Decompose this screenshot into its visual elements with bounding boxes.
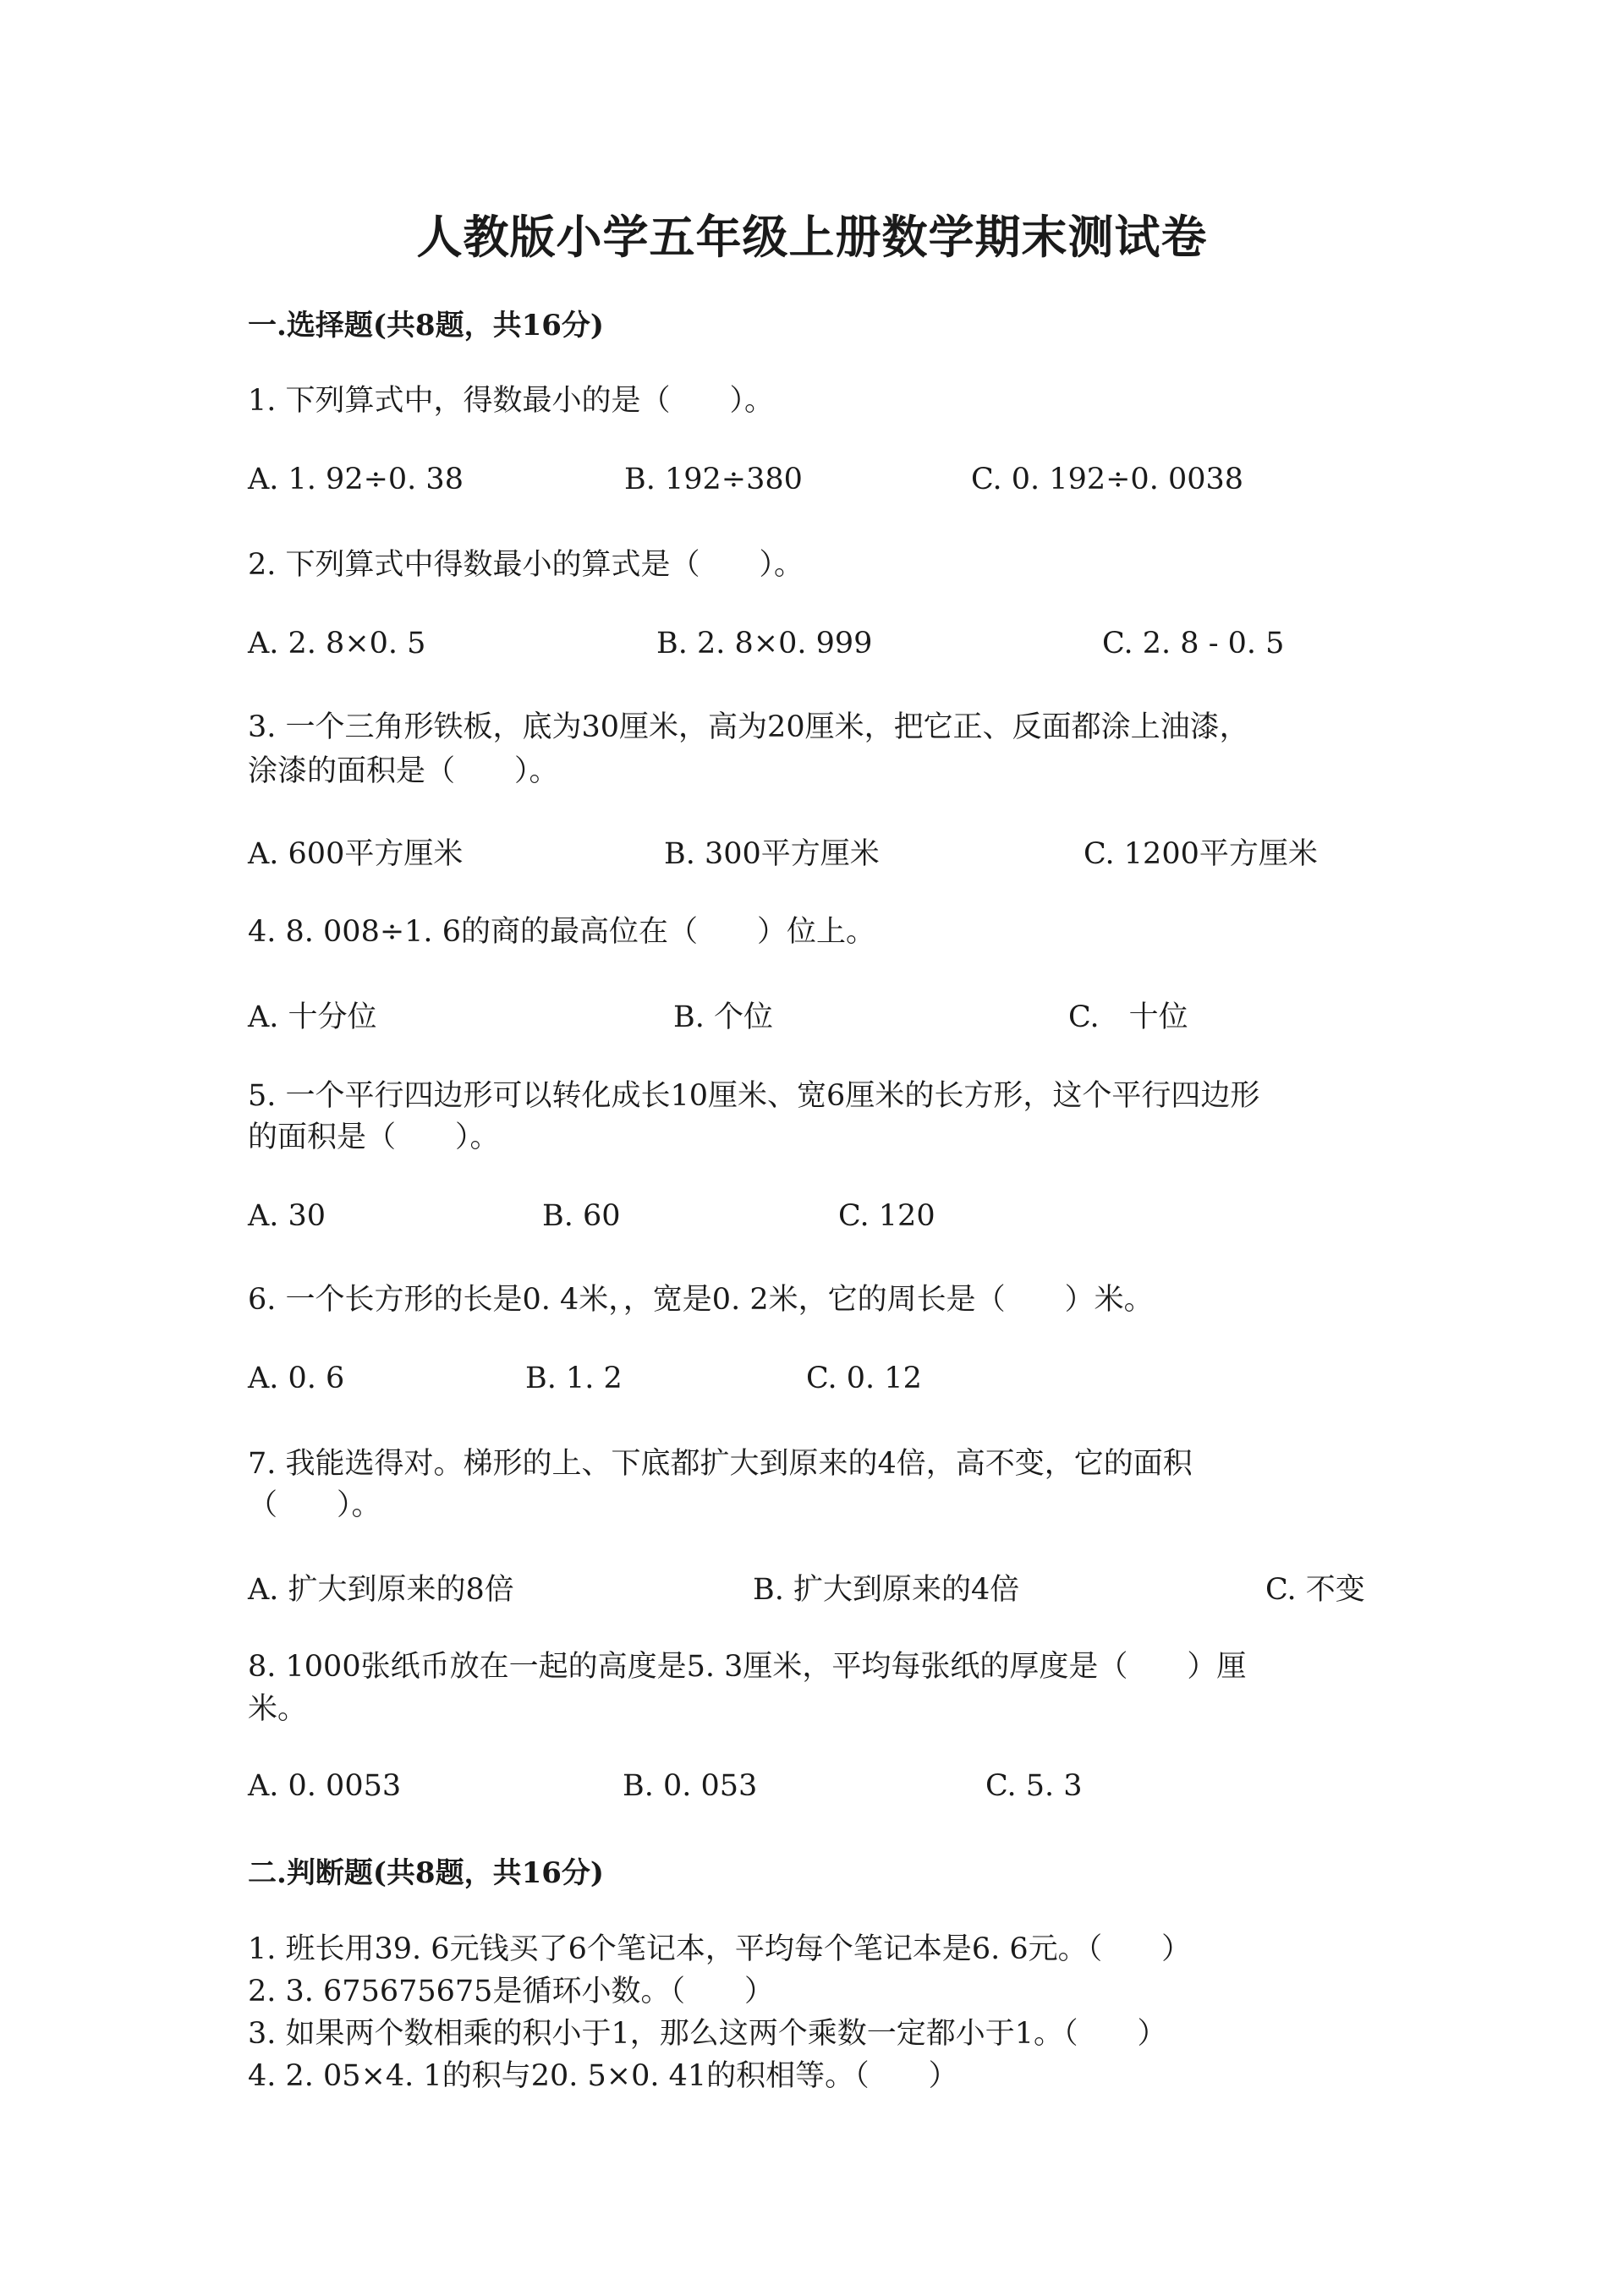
question-5-option-a: A. 30 <box>248 1199 326 1233</box>
question-2-option-c: C. 2. 8 - 0. 5 <box>1102 627 1285 660</box>
question-4-option-c: C. 十位 <box>1068 1000 1188 1034</box>
question-8-option-b: B. 0. 053 <box>623 1769 758 1803</box>
question-7-stem-line1: 7. 我能选得对。梯形的上、下底都扩大到原来的4倍，高不变，它的面积 <box>248 1447 1193 1481</box>
question-8-option-a: A. 0. 0053 <box>248 1769 402 1803</box>
question-3-stem-line2: 涂漆的面积是（ ）。 <box>248 754 559 788</box>
question-5-option-b: B. 60 <box>542 1199 621 1233</box>
question-7-option-a: A. 扩大到原来的8倍 <box>248 1573 514 1607</box>
question-4-stem: 4. 8. 008÷1. 6的商的最高位在（ ）位上。 <box>248 915 875 949</box>
question-6-option-b: B. 1. 2 <box>525 1362 623 1395</box>
question-8-option-c: C. 5. 3 <box>985 1769 1083 1803</box>
question-7-stem-line2: （ ）。 <box>248 1488 381 1522</box>
question-2-stem: 2. 下列算式中得数最小的算式是（ ）。 <box>248 548 804 582</box>
question-5-option-c: C. 120 <box>838 1199 935 1233</box>
question-4-option-a: A. 十分位 <box>248 1000 377 1034</box>
question-6-option-a: A. 0. 6 <box>248 1362 345 1395</box>
question-7-option-c: C. 不变 <box>1265 1573 1365 1607</box>
question-5-stem-line1: 5. 一个平行四边形可以转化成长10厘米、宽6厘米的长方形，这个平行四边形 <box>248 1079 1260 1113</box>
question-3-stem-line1: 3. 一个三角形铁板，底为30厘米，高为20厘米，把它正、反面都涂上油漆， <box>248 710 1249 744</box>
question-6-stem: 6. 一个长方形的长是0. 4米，，宽是0. 2米，它的周长是（ ）米。 <box>248 1283 1154 1317</box>
question-8-stem-line2: 米。 <box>248 1692 308 1726</box>
question-7-option-b: B. 扩大到原来的4倍 <box>753 1573 1020 1607</box>
question-1-stem: 1. 下列算式中，得数最小的是（ ）。 <box>248 384 775 418</box>
judgement-question-3: 3. 如果两个数相乘的积小于1，那么这两个乘数一定都小于1。（ ） <box>248 2017 1167 2051</box>
question-3-option-b: B. 300平方厘米 <box>664 837 880 871</box>
question-8-stem-line1: 8. 1000张纸币放在一起的高度是5. 3厘米，平均每张纸的厚度是（ ）厘 <box>248 1650 1247 1684</box>
section-heading-choice: 一.选择题(共8题，共16分) <box>248 309 604 342</box>
question-4-option-b: B. 个位 <box>673 1000 773 1034</box>
question-1-option-c: C. 0. 192÷0. 0038 <box>971 463 1244 496</box>
judgement-question-2: 2. 3. 675675675是循环小数。（ ） <box>248 1975 774 2008</box>
question-6-option-c: C. 0. 12 <box>806 1362 922 1395</box>
question-1-option-a: A. 1. 92÷0. 38 <box>248 463 464 496</box>
question-2-option-b: B. 2. 8×0. 999 <box>656 627 873 660</box>
judgement-question-1: 1. 班长用39. 6元钱买了6个笔记本，平均每个笔记本是6. 6元。（ ） <box>248 1932 1192 1966</box>
judgement-question-4: 4. 2. 05×4. 1的积与20. 5×0. 41的积相等。（ ） <box>248 2059 958 2093</box>
question-3-option-a: A. 600平方厘米 <box>248 837 464 871</box>
question-1-option-b: B. 192÷380 <box>624 463 803 496</box>
page-title: 人教版小学五年级上册数学期末测试卷 <box>416 210 1208 264</box>
section-heading-judgement: 二.判断题(共8题，共16分) <box>248 1856 604 1890</box>
question-3-option-c: C. 1200平方厘米 <box>1084 837 1318 871</box>
question-2-option-a: A. 2. 8×0. 5 <box>248 627 426 660</box>
question-5-stem-line2: 的面积是（ ）。 <box>248 1121 500 1154</box>
